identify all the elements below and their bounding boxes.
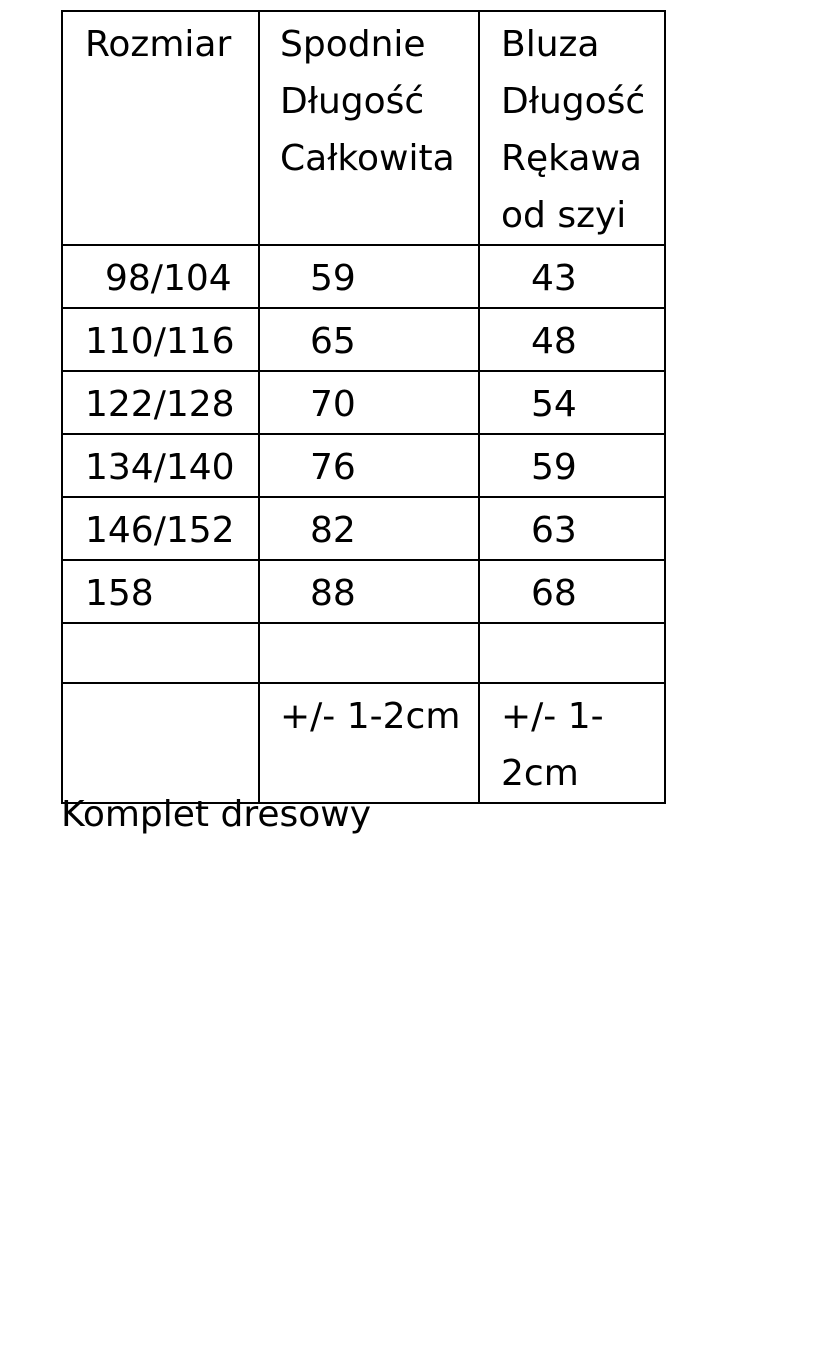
table-row	[62, 371, 665, 434]
pants-length-cell: 70	[259, 371, 479, 434]
table-row	[62, 497, 665, 560]
header-pants-total-length: Spodnie Długość Całkowita	[259, 11, 479, 245]
hoodie-tolerance-cell: +/- 1- 2cm	[479, 683, 665, 803]
empty-cell	[62, 683, 259, 803]
pants-length-cell: 88	[259, 560, 479, 623]
table-row	[62, 560, 665, 623]
sleeve-length-cell: 59	[479, 434, 665, 497]
pants-length-cell: 59	[259, 245, 479, 308]
sleeve-length-cell: 54	[479, 371, 665, 434]
header-hoodie-sleeve-length: Bluza Długość Rękawa od szyi	[479, 11, 665, 245]
size-cell: 122/128	[62, 371, 259, 434]
header-row	[62, 11, 665, 245]
caption-text: Komplet dresowy	[61, 794, 372, 835]
pants-tolerance-cell: +/- 1-2cm	[259, 683, 479, 803]
empty-cell	[259, 623, 479, 683]
table-row	[62, 434, 665, 497]
sleeve-length-cell: 48	[479, 308, 665, 371]
size-cell: 98/104	[62, 245, 259, 308]
size-cell: 146/152	[62, 497, 259, 560]
table-row	[62, 308, 665, 371]
size-cell: 134/140	[62, 434, 259, 497]
empty-cell	[62, 623, 259, 683]
empty-cell	[479, 623, 665, 683]
size-chart-table	[61, 10, 666, 804]
sleeve-length-cell: 43	[479, 245, 665, 308]
header-size: Rozmiar	[62, 11, 259, 245]
sleeve-length-cell: 68	[479, 560, 665, 623]
empty-row	[62, 623, 665, 683]
size-cell: 110/116	[62, 308, 259, 371]
sleeve-length-cell: 63	[479, 497, 665, 560]
pants-length-cell: 76	[259, 434, 479, 497]
tolerance-row	[62, 683, 665, 803]
pants-length-cell: 65	[259, 308, 479, 371]
pants-length-cell: 82	[259, 497, 479, 560]
table-row	[62, 245, 665, 308]
size-cell: 158	[62, 560, 259, 623]
